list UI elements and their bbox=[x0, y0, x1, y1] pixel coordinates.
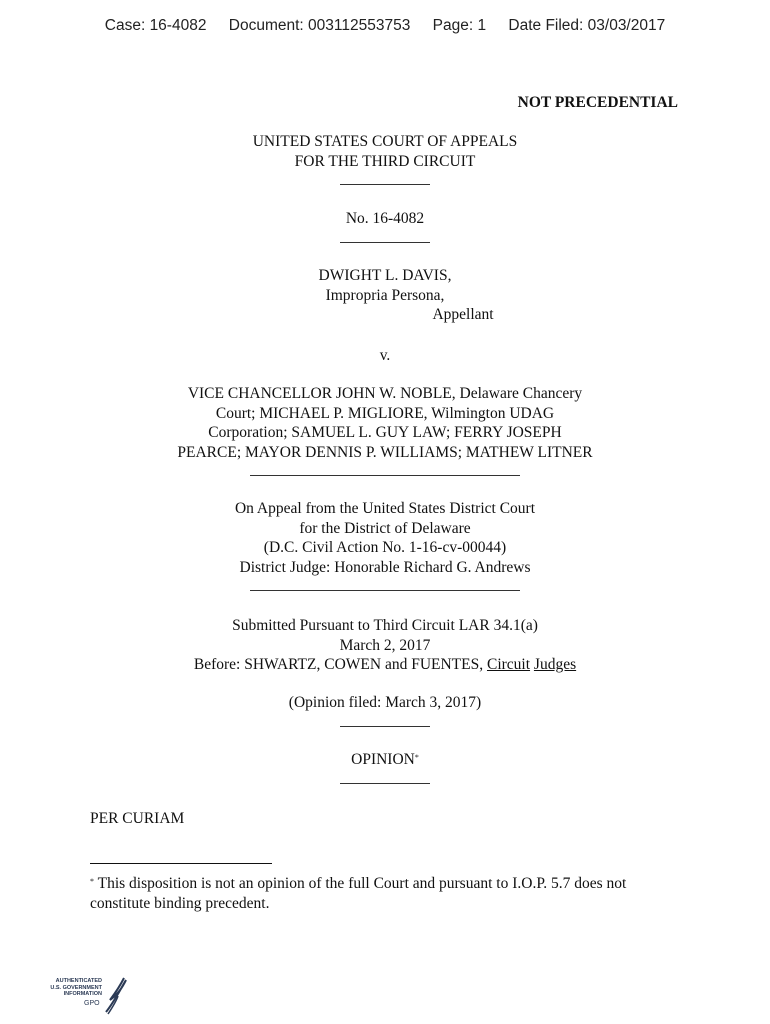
appellant-capacity: Impropria Persona, bbox=[325, 286, 445, 304]
panel-line bbox=[0, 655, 770, 675]
appellees-block bbox=[0, 384, 770, 482]
appellant-role: Appellant bbox=[432, 306, 494, 323]
appellant-name: DWIGHT L. DAVIS, bbox=[318, 267, 452, 284]
docket-block bbox=[0, 209, 770, 248]
docket-number: No. 16-4082 bbox=[345, 210, 425, 227]
document-number: Document: 003112553753 bbox=[228, 17, 411, 34]
gpo-label: GPO bbox=[84, 1000, 100, 1007]
submission-date: March 2, 2017 bbox=[339, 636, 431, 654]
court-line-2: FOR THE THIRD CIRCUIT bbox=[294, 152, 476, 170]
appeal-line: District Judge: Honorable Richard G. Andrews bbox=[239, 558, 531, 576]
court-line-1: UNITED STATES COURT OF APPEALS bbox=[252, 133, 518, 150]
per-curiam: PER CURIAM bbox=[90, 810, 185, 827]
appellee-line: VICE CHANCELLOR JOHN W. NOBLE, Delaware Chancery bbox=[187, 385, 583, 402]
appeal-block bbox=[0, 499, 770, 597]
separator bbox=[0, 462, 770, 482]
versus: v. bbox=[379, 347, 391, 364]
separator bbox=[0, 577, 770, 597]
separator bbox=[0, 229, 770, 249]
panel-judges: Before: SHWARTZ, COWEN and FUENTES, bbox=[193, 656, 487, 673]
submission-block bbox=[0, 616, 770, 675]
footnote bbox=[90, 874, 690, 914]
case-number: Case: 16-4082 bbox=[104, 17, 207, 34]
footnote-text: This disposition is not an opinion of the full Court and pursuant to I.O.P. 5.7 does not constitute binding precedent. bbox=[90, 875, 627, 912]
separator bbox=[0, 171, 770, 191]
precedential-status: NOT PRECEDENTIAL bbox=[517, 94, 678, 111]
court-name bbox=[0, 132, 770, 191]
opinion-filed: (Opinion filed: March 3, 2017) bbox=[288, 694, 482, 711]
judges-word: Judges bbox=[533, 656, 577, 673]
date-filed: Date Filed: 03/03/2017 bbox=[508, 17, 666, 34]
separator bbox=[0, 713, 770, 733]
appellant-block bbox=[0, 266, 770, 325]
appeal-line: On Appeal from the United States District Court bbox=[234, 500, 536, 517]
appellee-line: Corporation; SAMUEL L. GUY LAW; FERRY JOSEPH bbox=[208, 424, 562, 441]
footnote-rule bbox=[90, 863, 272, 864]
appeal-line: (D.C. Civil Action No. 1-16-cv-00044) bbox=[263, 539, 507, 556]
footnote-marker: * bbox=[414, 753, 419, 762]
submission-line: Submitted Pursuant to Third Circuit LAR 34.1(a) bbox=[232, 617, 538, 634]
gpo-line: INFORMATION bbox=[63, 991, 102, 997]
footnote-marker: * bbox=[90, 877, 94, 886]
gpo-authentication-logo bbox=[44, 972, 134, 1018]
document-header bbox=[0, 17, 770, 35]
gpo-line: U.S. GOVERNMENT bbox=[50, 984, 102, 991]
opinion-label: OPINION bbox=[351, 751, 415, 768]
appellee-line: PEARCE; MAYOR DENNIS P. WILLIAMS; MATHEW LITNER bbox=[177, 443, 593, 461]
opinion-filed-block bbox=[0, 693, 770, 732]
opinion-heading-block bbox=[0, 750, 770, 789]
opinion-heading bbox=[0, 750, 770, 770]
gpo-line: AUTHENTICATED bbox=[55, 978, 102, 984]
appeal-line: for the District of Delaware bbox=[299, 519, 471, 537]
page-number: Page: 1 bbox=[432, 17, 487, 34]
appellee-line: Court; MICHAEL P. MIGLIORE, Wilmington UDAG bbox=[215, 404, 555, 422]
circuit-word: Circuit bbox=[486, 656, 531, 673]
eagle-icon bbox=[44, 972, 134, 1018]
separator bbox=[0, 770, 770, 790]
